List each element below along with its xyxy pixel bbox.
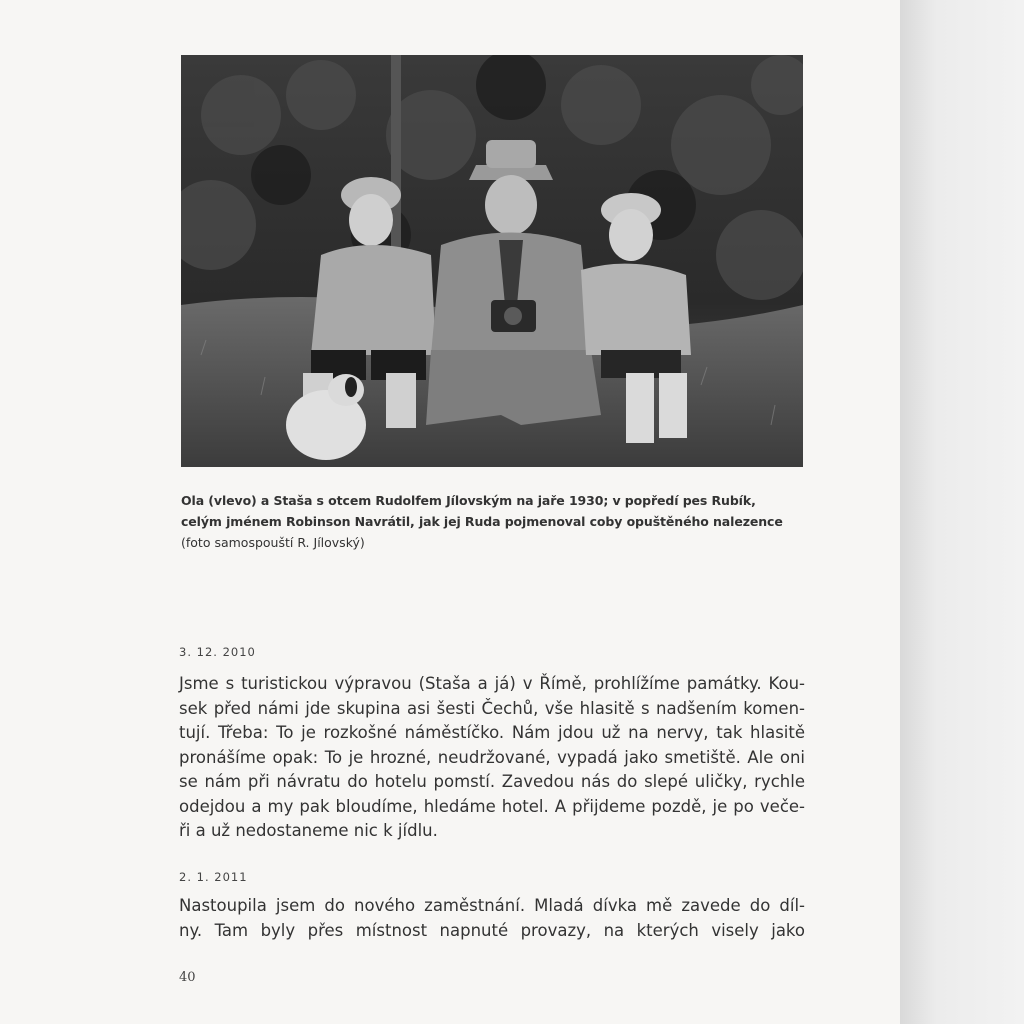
- text-line: sek před námi jde skupina asi šesti Čechů, vše hlasitě s nadšením komen-: [179, 698, 805, 718]
- family-photo: [181, 55, 803, 467]
- family-photo-illustration: [181, 55, 803, 467]
- entry-text: [179, 894, 805, 943]
- entry-date: 3. 12. 2010: [179, 645, 256, 659]
- text-line: ři a už nedostaneme nic k jídlu.: [179, 821, 438, 840]
- entry-date: 2. 1. 2011: [179, 870, 248, 884]
- page-number: 40: [179, 970, 196, 985]
- page-edge: [900, 0, 1024, 1024]
- caption-line-1: Ola (vlevo) a Staša s otcem Rudolfem Jílovským na jaře 1930; v popředí pes Rubík,: [181, 493, 756, 508]
- caption-credit: (foto samospouští R. Jílovský): [181, 535, 365, 550]
- text-line: Jsme s turistickou výpravou (Staša a já) v Římě, prohlížíme památky. Kou-: [179, 674, 805, 693]
- caption-line-2: celým jménem Robinson Navrátil, jak jej Ruda pojmenoval coby opuštěného nalezence: [181, 514, 783, 529]
- text-line: odejdou a my pak bloudíme, hledáme hotel. A přijdeme pozdě, je po veče-: [179, 796, 805, 816]
- text-line: se nám při návratu do hotelu pomstí. Zavedou nás do slepé uličky, rychle: [179, 772, 805, 791]
- text-line: tují. Třeba: To je rozkošné náměstíčko. Nám jdou už na nervy, tak hlasitě: [179, 723, 805, 742]
- text-line: ny. Tam byly přes místnost napnuté provazy, na kterých visely jako: [179, 920, 805, 940]
- photo-caption: [181, 490, 803, 553]
- entry-text: [179, 672, 805, 844]
- text-line: Nastoupila jsem do nového zaměstnání. Mladá dívka mě zavede do díl-: [179, 896, 805, 915]
- text-line: pronášíme opak: To je hrozné, neudržované, vypadá jako smetiště. Ale oni: [179, 747, 805, 767]
